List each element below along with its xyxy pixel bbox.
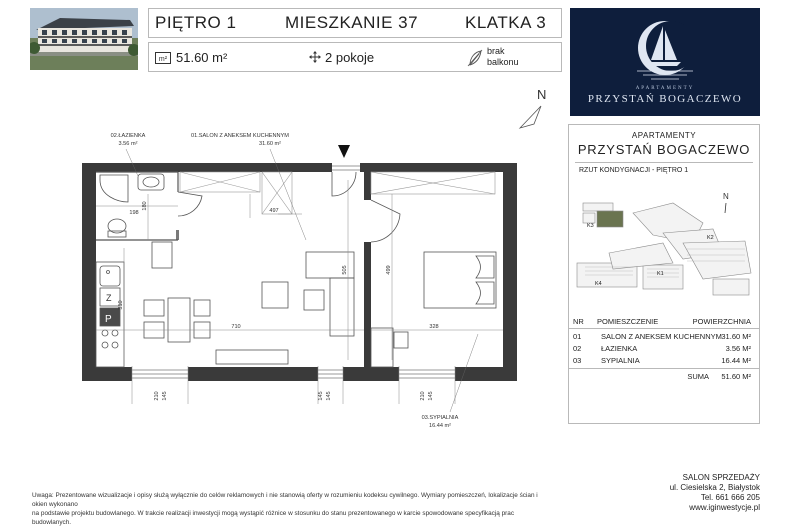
living-furniture — [144, 252, 354, 364]
bedroom-name-label: 03.SYPIALNIA — [421, 415, 459, 421]
dim-label: 145 — [428, 391, 434, 401]
salon-name-label: 01.SALON Z ANEKSEM KUCHENNYM — [191, 133, 289, 139]
table-row: 03 SYPIALNIA 16.44 M² — [573, 356, 751, 365]
logo-small-text: APARTAMENTY — [635, 86, 695, 91]
sales-office-info — [670, 473, 760, 513]
key-map-k4-label: K4 — [595, 281, 602, 287]
dim-label: 210 — [420, 391, 426, 401]
dim-label: 328 — [429, 324, 439, 330]
dim-label: 198 — [129, 210, 139, 216]
col-nr: NR — [573, 317, 584, 326]
area-value: 51.60 m² — [176, 50, 228, 65]
table-row: 01 SALON Z ANEKSEM KUCHENNYM 31.60 M² — [573, 332, 751, 341]
dim-label: 180 — [142, 201, 148, 211]
key-map-k3-label: K3 — [587, 223, 594, 229]
dim-label: 710 — [231, 324, 241, 330]
stool — [152, 242, 172, 268]
bathroom-area-label: 3.56 m² — [118, 141, 138, 147]
bedroom-area-label: 16.44 m² — [428, 423, 452, 429]
disclaimer-line2: na podstawie projektu budowlanego. W trakcie realizacji inwestycji mogą wystąpić różnice w stosunku do stanu prezentowanego w karcie spowodowane specyfikacją prac budowlanych. — [32, 510, 515, 526]
table-row: 02 ŁAZIENKA 3.56 M² — [573, 344, 751, 353]
dim-label: 497 — [269, 208, 279, 214]
dim-label: 310 — [118, 300, 124, 310]
fridge-mark: Z — [106, 293, 112, 303]
windows — [132, 166, 455, 378]
disclaimer — [32, 491, 552, 527]
dim-label: 499 — [386, 265, 392, 275]
key-map-north-label: N — [723, 192, 729, 201]
logo-name-text: PRZYSTAŃ BOGACZEWO — [587, 93, 743, 105]
key-map-k2-label: K2 — [707, 235, 714, 241]
bathroom-name-label: 02.ŁAZIENKA — [110, 133, 146, 139]
sales-phone: Tel. 661 666 205 — [700, 493, 760, 502]
dim-label: 145 — [326, 391, 332, 401]
floor-label: PIĘTRO 1 — [155, 13, 237, 32]
col-area: POWIERZCHNIA — [692, 317, 751, 326]
level-label: RZUT KONDYGNACJI - PIĘTRO 1 — [579, 167, 689, 174]
plan-north-label: N — [537, 87, 547, 102]
bathroom-fixtures — [100, 174, 164, 237]
sales-website[interactable]: www.iginwestycje.pl — [689, 503, 760, 512]
svg-text:m²: m² — [158, 56, 168, 63]
dim-label: 210 — [154, 391, 160, 401]
balcony-line1: brak — [487, 46, 505, 56]
north-arrow-icon — [520, 106, 541, 128]
salon-area-label: 31.60 m² — [258, 141, 282, 147]
col-room: POMIESZCZENIE — [597, 317, 659, 326]
sales-title: SALON SPRZEDAŻY — [682, 473, 760, 482]
rooms-value: 2 pokoje — [325, 50, 375, 65]
panel-title-large: PRZYSTAŃ BOGACZEWO — [577, 142, 751, 157]
entrance-arrow-icon — [338, 145, 350, 158]
total-label: SUMA — [687, 372, 709, 381]
dim-label: 505 — [342, 265, 348, 275]
oven-mark: P — [105, 314, 112, 325]
sales-address: ul. Ciesielska 2, Białystok — [669, 483, 760, 492]
total-value: 51.60 M² — [721, 372, 751, 381]
dim-label: 145 — [318, 391, 324, 401]
dim-label: 145 — [162, 391, 168, 401]
walls — [82, 163, 517, 381]
key-map-k1-label: K1 — [657, 271, 664, 277]
disclaimer-line1: Uwaga: Prezentowane wizualizacje i opisy służą wyłącznie do celów reklamowych i nie stanowią oferty w rozumieniu kodeksu cywilnego. Wymiary pomieszczeń, lokalizacje ścian i okien wykonano — [32, 492, 538, 508]
staircase-label: KLATKA 3 — [465, 13, 547, 32]
balcony-line2: balkonu — [487, 57, 519, 67]
apartment-label: MIESZKANIE 37 — [285, 13, 419, 32]
panel-title-small: APARTAMENTY — [631, 131, 697, 140]
wardrobes — [180, 172, 495, 214]
